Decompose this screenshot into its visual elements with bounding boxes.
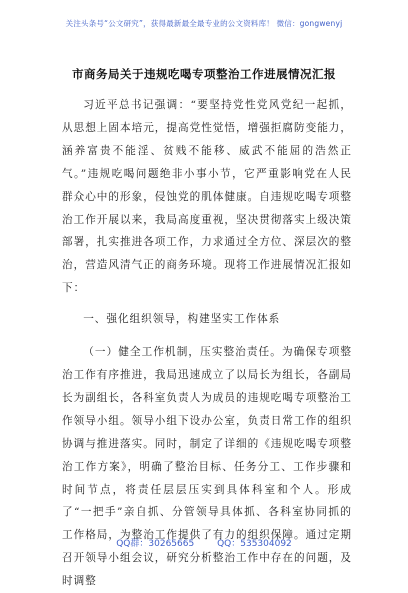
footer-qq-number: QQ：535304092 bbox=[217, 539, 292, 549]
document-title: 市商务局关于违规吃喝专项整治工作进展情况汇报 bbox=[72, 67, 336, 81]
header-promo-note: 关注头条号“公文研究”，获得最新最全最专业的公文资料库！ 微信：gongwenyj bbox=[65, 19, 343, 28]
footer-qq-group: QQ群：30265665 bbox=[116, 539, 195, 549]
section-heading: 一、强化组织领导，构建坚实工作体系 bbox=[83, 313, 281, 326]
subsection-paragraph: （一）健全工作机制，压实整治责任。为确保专项整治工作有序推进，我局迅速成立了以局长为组长，各副局长为副组长，各科室负责人为成员的违规吃喝专项整治工作领导小组。领导小组下设办公室，负责日常工作的组织协调与推进落实。同时，制定了详细的《违规吃喝专项整治工作方案》，明确了整治目标、任务分工、工作步骤和时间节点，将责任层层压实到具体科室和个人。形成了“一把手”亲自抓、分管领导具体抓、各科室协同抓的工作格局，为整治工作提供了有力的组织保障。通过定期召开领导小组会议，研究分析整治工作中存在的问题，及时调整 bbox=[62, 346, 352, 588]
footer-contact bbox=[0, 536, 408, 549]
intro-paragraph: 习近平总书记强调：“要坚持党性党风党纪一起抓，从思想上固本培元，提高党性觉悟，增强拒腐防变能力，涵养富贵不能淫、贫贱不能移、威武不能屈的浩然正气。”违规吃喝问题绝非小事小节，它严重影响党在人民群众心中的形象，侵蚀党的肌体健康。自违规吃喝专项整治工作开展以来，我局高度重视，坚决贯彻落实上级决策部署，扎实推进各项工作，力求通过全方位、深层次的整治，营造风清气正的商务环境。现将工作进展情况汇报如下： bbox=[62, 99, 352, 295]
document-body bbox=[62, 94, 352, 593]
